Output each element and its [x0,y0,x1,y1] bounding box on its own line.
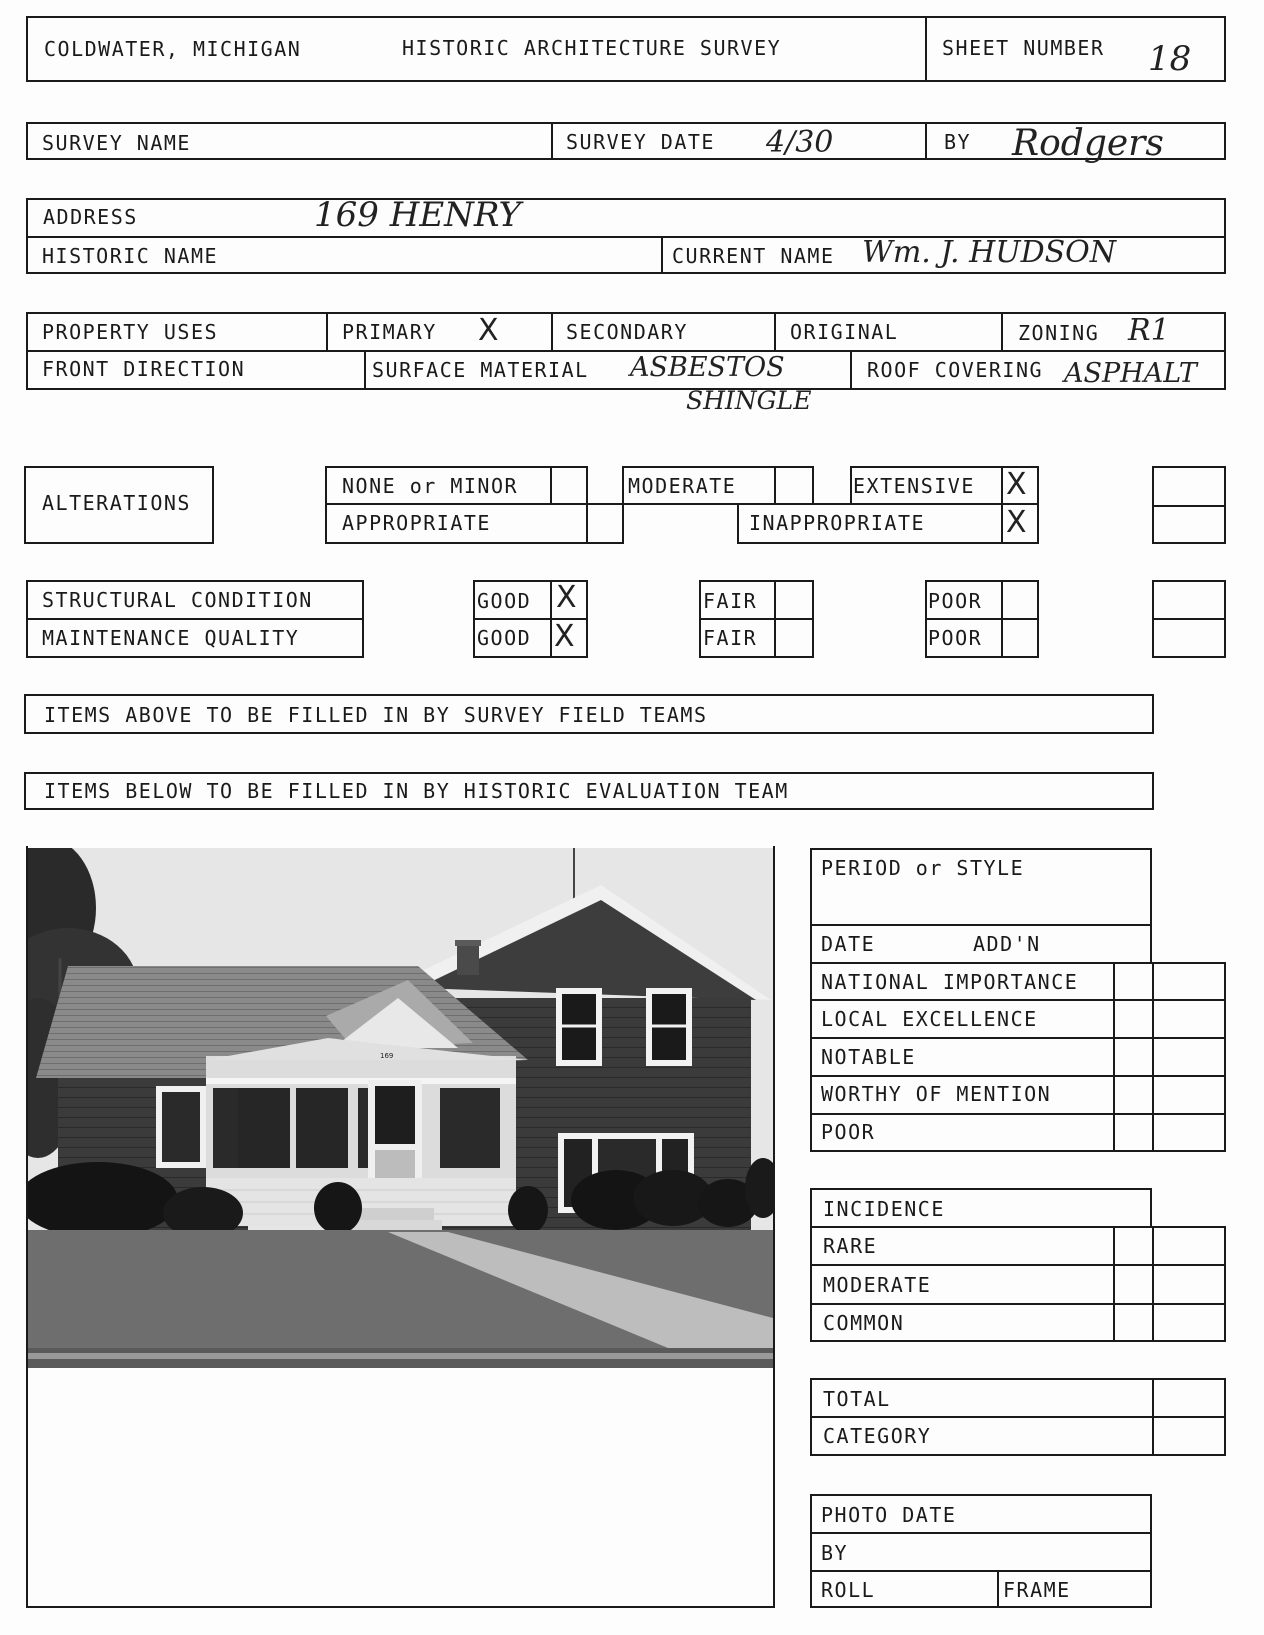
incidence-label: INCIDENCE [823,1197,945,1221]
city-label: COLDWATER, MICHIGAN [44,37,302,61]
house-photo [28,848,773,1368]
historic-name-label: HISTORIC NAME [42,244,219,268]
survey-date-label: SURVEY DATE [566,130,715,154]
structural-poor-label: POOR [928,589,983,613]
maintenance-poor-label: POOR [928,626,983,650]
addn-label: ADD'N [973,932,1041,956]
period-style-label: PERIOD or STYLE [821,856,1025,880]
maintenance-good-label: GOOD [477,626,532,650]
structural-condition-label: STRUCTURAL CONDITION [42,588,313,612]
appropriate-checkbox[interactable] [586,503,624,544]
current-name-label: CURRENT NAME [672,244,835,268]
total-label: TOTAL [823,1387,891,1411]
frame-label: FRAME [1003,1578,1071,1602]
survey-by-label: BY [944,130,972,154]
evaluation-poor-label: POOR [821,1120,876,1144]
roof-covering-label: ROOF COVERING [867,358,1044,382]
maintenance-fair-label: FAIR [703,626,758,650]
sheet-number-value[interactable]: 18 [1148,39,1192,79]
secondary-label: SECONDARY [566,320,688,344]
structural-good-label: GOOD [477,589,532,613]
maintenance-fair-checkbox[interactable] [776,620,812,656]
maintenance-quality-label: MAINTENANCE QUALITY [42,626,300,650]
moderate-alteration-checkbox[interactable] [774,466,814,505]
none-minor-label: NONE or MINOR [342,474,519,498]
surface-material-value-2[interactable]: SHINGLE [686,386,812,415]
structural-good-check-mark[interactable]: X [556,580,577,615]
original-label: ORIGINAL [790,320,899,344]
maintenance-poor-checkbox[interactable] [1003,620,1037,656]
current-name-value[interactable]: Wm. J. HUDSON [862,235,1117,270]
inappropriate-label: INAPPROPRIATE [749,511,926,535]
sheet-number-label: SHEET NUMBER [942,36,1105,60]
roll-label: ROLL [821,1578,876,1602]
date-label: DATE [821,932,876,956]
photo-date-label: PHOTO DATE [821,1503,957,1527]
surface-material-label: SURFACE MATERIAL [372,358,589,382]
none-minor-checkbox[interactable] [550,466,588,505]
field-team-note: ITEMS ABOVE TO BE FILLED IN BY SURVEY FIELD TEAMS [44,703,708,727]
structural-fair-checkbox[interactable] [776,582,812,617]
extensive-check-mark: X [1006,467,1027,502]
form-title: HISTORIC ARCHITECTURE SURVEY [402,36,782,60]
zoning-label: ZONING [1018,321,1100,345]
survey-date-value[interactable]: 4/30 [766,125,834,160]
primary-label: PRIMARY [342,320,437,344]
front-direction-label: FRONT DIRECTION [42,357,246,381]
moderate-alteration-label: MODERATE [628,474,737,498]
worthy-of-mention-label: WORTHY OF MENTION [821,1082,1052,1106]
alterations-label: ALTERATIONS [42,491,191,515]
inappropriate-check-mark: X [1006,505,1027,540]
evaluation-team-note: ITEMS BELOW TO BE FILLED IN BY HISTORIC EVALUATION TEAM [44,779,789,803]
primary-check-mark[interactable]: X [478,313,499,348]
address-label: ADDRESS [43,205,138,229]
national-importance-label: NATIONAL IMPORTANCE [821,970,1079,994]
house-number-plate: 169 [380,1052,394,1060]
common-label: COMMON [823,1311,905,1335]
photo-by-label: BY [821,1541,849,1565]
category-label: CATEGORY [823,1424,932,1448]
zoning-value[interactable]: R1 [1128,313,1170,348]
maintenance-good-check-mark[interactable]: X [554,619,575,654]
extensive-label: EXTENSIVE [853,474,975,498]
address-value[interactable]: 169 HENRY [314,195,521,235]
property-uses-label: PROPERTY USES [42,320,219,344]
local-excellence-label: LOCAL EXCELLENCE [821,1007,1038,1031]
moderate-incidence-label: MODERATE [823,1273,932,1297]
rare-label: RARE [823,1234,878,1258]
appropriate-label: APPROPRIATE [342,511,491,535]
survey-name-label: SURVEY NAME [42,131,191,155]
surface-material-value-1[interactable]: ASBESTOS [630,352,785,383]
structural-poor-checkbox[interactable] [1003,582,1037,617]
surveyor-name-value[interactable]: Rodgers [1012,123,1164,164]
roof-covering-value[interactable]: ASPHALT [1064,358,1197,389]
notable-label: NOTABLE [821,1045,916,1069]
structural-fair-label: FAIR [703,589,758,613]
